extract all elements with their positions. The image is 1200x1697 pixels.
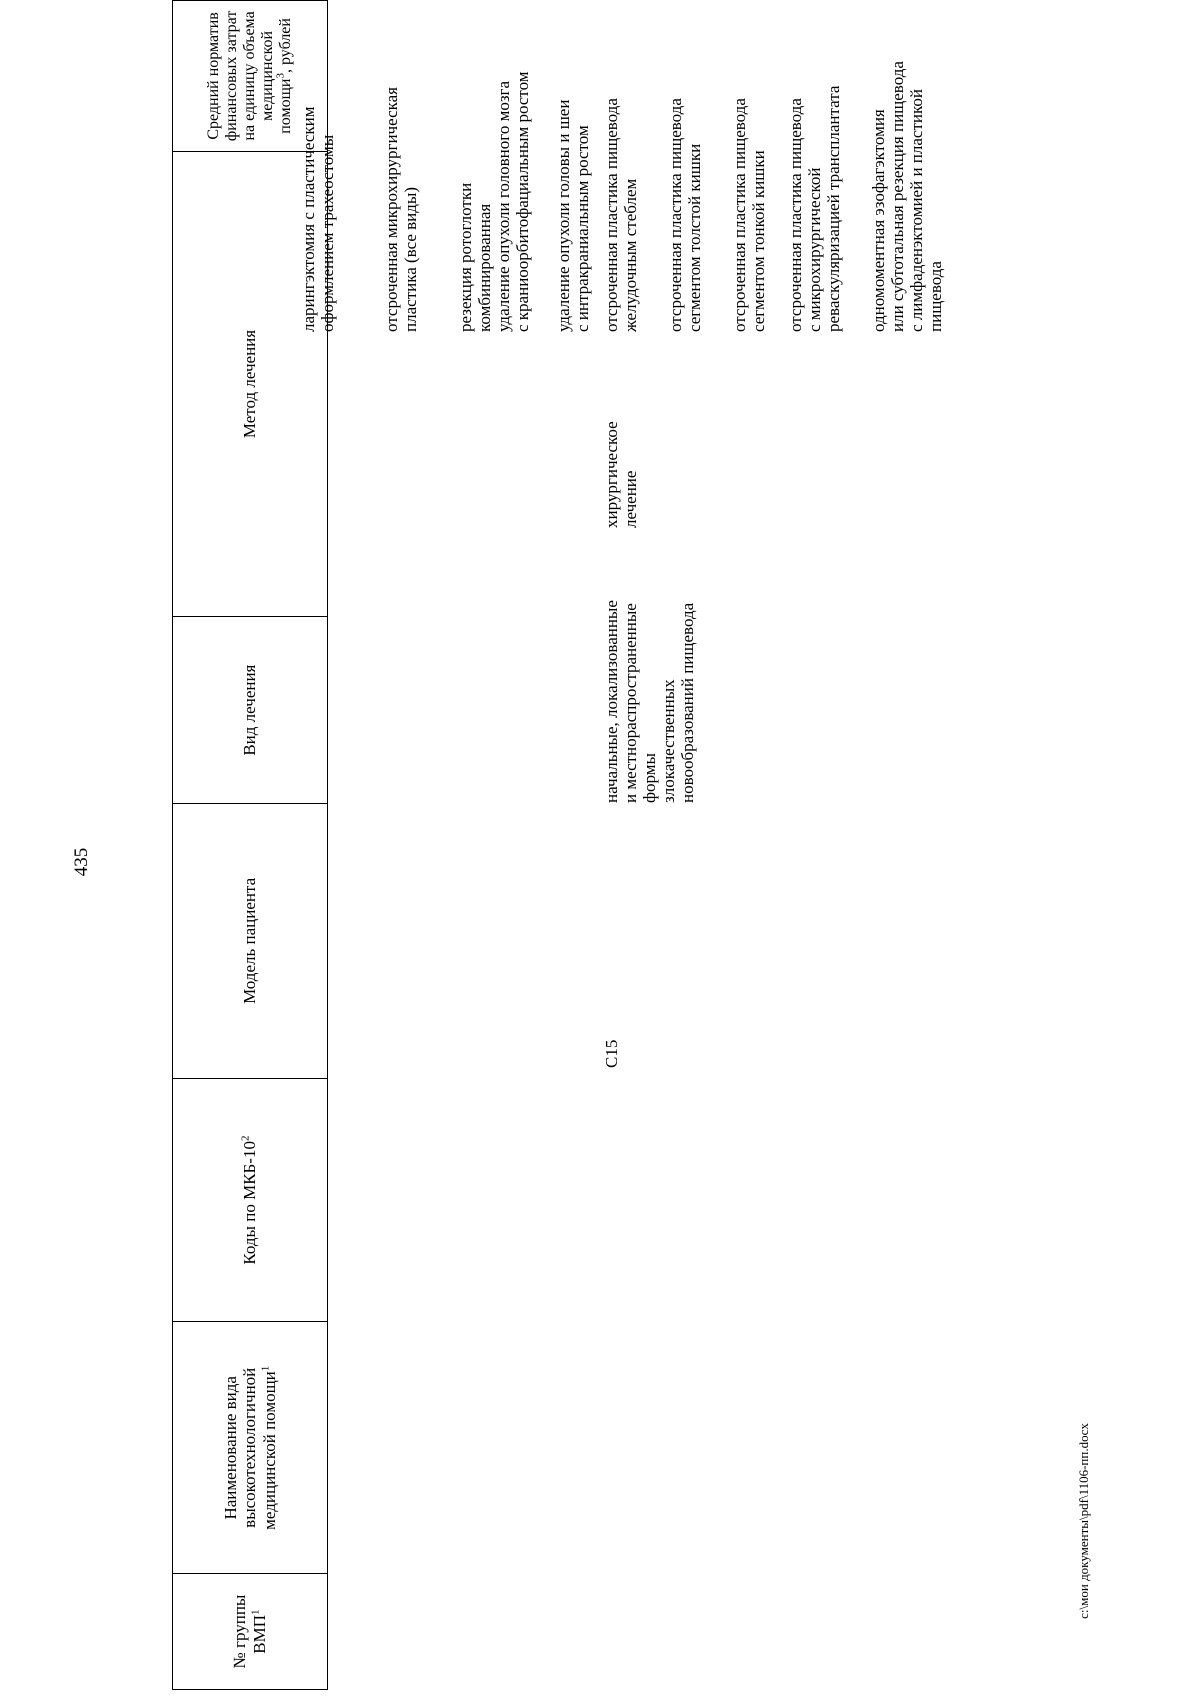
method-item: отсроченная пластика пищевода с микрохирургической реваскуляризацией трансплантата <box>786 85 843 332</box>
header-icd-codes: Коды по МКБ-$10^2$ <box>173 1078 327 1322</box>
header-cost-standard: Средний норматив финансовых затрат на единицу объема медицинской помощи$^3$, рублей <box>205 10 294 142</box>
method-item: отсроченная микрохирургическая пластика (все виды) <box>382 87 420 332</box>
method-item: отсроченная пластика пищевода сегментом толстой кишки <box>666 98 704 332</box>
icd-code-cell: C15 <box>602 1039 621 1068</box>
method-item: удаление опухоли головы и шеи с интракраниальным ростом <box>554 99 592 332</box>
footer-file-path: c:\мои документы\pdf\1106-пп.docx <box>1076 1423 1091 1619</box>
page-number: 435 <box>71 847 92 877</box>
header-treatment-method: Метод лечения <box>173 151 327 616</box>
method-item: отсроченная пластика пищевода сегментом тонкой кишки <box>730 98 768 332</box>
method-item: одномоментная эзофагэктомия или субтотальная резекция пищевода с лимфаденэктомией и пластикой пищевода <box>869 61 945 332</box>
method-item: резекция ротоглотки комбинированная удаление опухоли головного мозга с краниоорбитофациальным ростом <box>456 71 532 332</box>
treatment-type-cell: хирургическое лечение <box>602 421 640 528</box>
header-vmp-name: Наименование вида высокотехнологичной медицинской помощи$^1$ <box>173 1321 327 1573</box>
header-patient-model: Модель пациента <box>173 803 327 1078</box>
method-item: отсроченная пластика пищевода желудочным стеблем <box>602 98 640 332</box>
patient-model-cell: начальные, локализованные и местнораспространенные формы злокачественных новообразований пищевода <box>602 600 697 803</box>
method-item: ларингэктомия с пластическим оформлением трахеостомы <box>299 106 337 332</box>
header-group-number: № группы ВМП$^1$ <box>173 1573 327 1689</box>
header-treatment-type: Вид лечения <box>173 616 327 803</box>
rotated-table-sheet <box>172 0 1182 1690</box>
